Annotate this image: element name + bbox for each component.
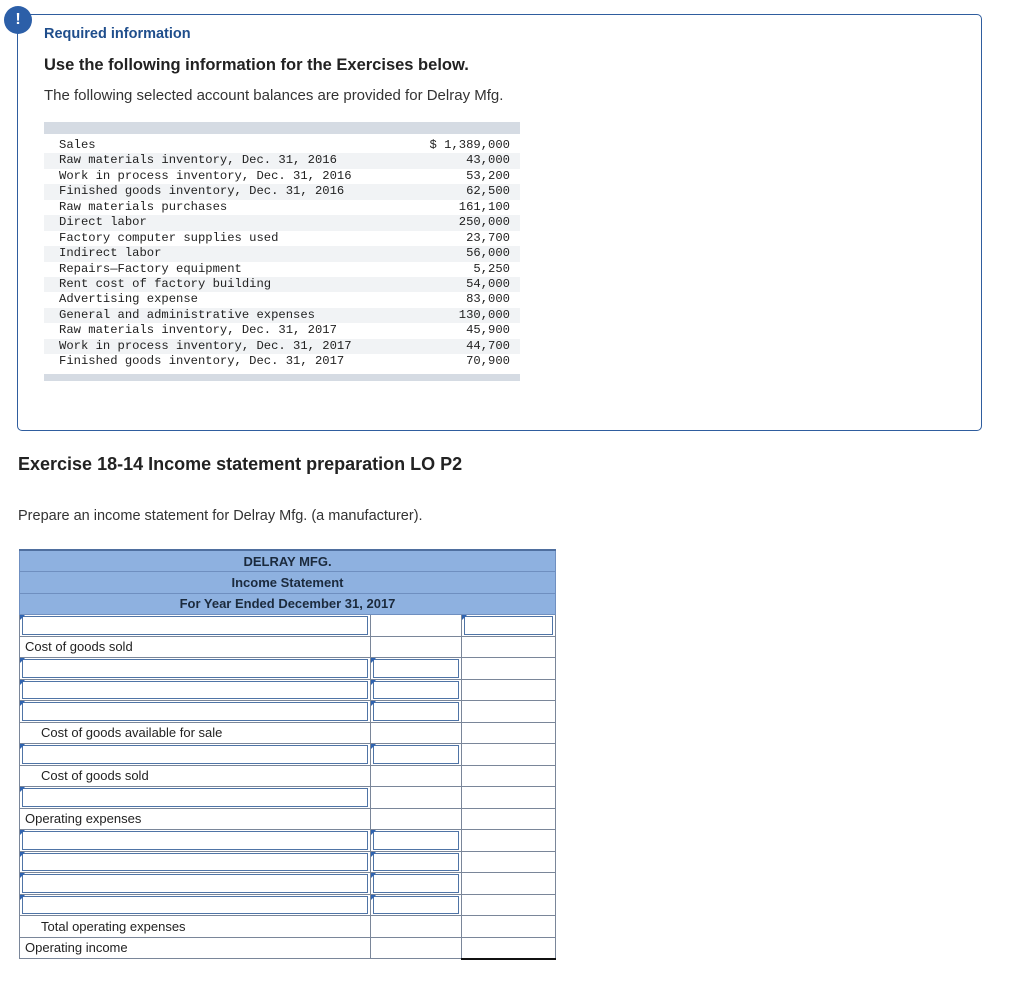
cogs-item-1-amount-input[interactable] bbox=[370, 658, 461, 680]
gross-profit-label-input[interactable] bbox=[20, 787, 371, 809]
sales-row bbox=[20, 615, 556, 637]
account-amount: 83,000 bbox=[466, 292, 510, 307]
total-opex-label: Total operating expenses bbox=[20, 916, 371, 938]
account-amount: 53,200 bbox=[466, 168, 510, 183]
statement-period: For Year Ended December 31, 2017 bbox=[20, 593, 556, 615]
table-row bbox=[20, 658, 556, 680]
opex-item-3-label-input[interactable] bbox=[20, 873, 371, 895]
account-name: Indirect labor bbox=[59, 246, 162, 261]
sales-amount-cell bbox=[370, 615, 461, 637]
account-amount: 161,100 bbox=[458, 199, 510, 214]
account-amount: $ 1,389,000 bbox=[429, 138, 510, 152]
cogs-total-row bbox=[20, 765, 556, 787]
account-name: General and administrative expenses bbox=[59, 307, 315, 322]
account-row bbox=[44, 138, 520, 153]
account-amount: 43,000 bbox=[466, 153, 510, 168]
account-row bbox=[44, 169, 520, 184]
sales-label-input[interactable] bbox=[20, 615, 371, 637]
operating-income-amount bbox=[461, 937, 555, 959]
gross-profit-row bbox=[20, 787, 556, 809]
table-row bbox=[20, 679, 556, 701]
ending-inventory-label-input[interactable] bbox=[20, 744, 371, 766]
account-amount: 250,000 bbox=[458, 215, 510, 230]
available-for-sale-label: Cost of goods available for sale bbox=[20, 722, 371, 744]
account-row bbox=[44, 354, 520, 369]
opex-header-row bbox=[20, 808, 556, 830]
account-name: Raw materials purchases bbox=[59, 199, 228, 214]
table-row bbox=[20, 851, 556, 873]
account-name: Finished goods inventory, Dec. 31, 2016 bbox=[59, 184, 345, 199]
cogs-header-row bbox=[20, 636, 556, 658]
opex-item-2-label-input[interactable] bbox=[20, 851, 371, 873]
cogs-total-label: Cost of goods sold bbox=[20, 765, 371, 787]
ending-inventory-amount-input[interactable] bbox=[370, 744, 461, 766]
opex-item-4-label-input[interactable] bbox=[20, 894, 371, 916]
account-row bbox=[44, 323, 520, 338]
statement-name: Income Statement bbox=[20, 572, 556, 594]
account-name: Raw materials inventory, Dec. 31, 2016 bbox=[59, 153, 337, 168]
exercise-instruction: Prepare an income statement for Delray Mfg. (a manufacturer). bbox=[18, 508, 423, 524]
table-row bbox=[20, 701, 556, 723]
required-info-title: Required information bbox=[44, 26, 191, 42]
account-row bbox=[44, 184, 520, 199]
instructions-heading: Use the following information for the Exercises below. bbox=[44, 56, 469, 74]
account-row bbox=[44, 262, 520, 277]
account-row bbox=[44, 231, 520, 246]
account-name: Finished goods inventory, Dec. 31, 2017 bbox=[59, 354, 345, 369]
total-opex-amount bbox=[461, 916, 555, 938]
account-name: Work in process inventory, Dec. 31, 2017 bbox=[59, 338, 352, 353]
account-amount: 45,900 bbox=[466, 323, 510, 338]
account-row bbox=[44, 308, 520, 323]
table-row bbox=[20, 894, 556, 916]
opex-header-label: Operating expenses bbox=[20, 808, 371, 830]
cogs-item-3-label-input[interactable] bbox=[20, 701, 371, 723]
table-row bbox=[20, 830, 556, 852]
account-row bbox=[44, 277, 520, 292]
cogs-total-amount bbox=[461, 765, 555, 787]
account-amount: 56,000 bbox=[466, 246, 510, 261]
available-for-sale-amount bbox=[370, 722, 461, 744]
available-for-sale-row bbox=[20, 722, 556, 744]
table-row bbox=[20, 744, 556, 766]
account-name: Raw materials inventory, Dec. 31, 2017 bbox=[59, 323, 337, 338]
account-name: Factory computer supplies used bbox=[59, 230, 279, 245]
cogs-item-2-amount-input[interactable] bbox=[370, 679, 461, 701]
account-row bbox=[44, 215, 520, 230]
account-amount: 130,000 bbox=[458, 307, 510, 322]
account-row bbox=[44, 200, 520, 215]
opex-item-4-amount-input[interactable] bbox=[370, 894, 461, 916]
account-name: Direct labor bbox=[59, 215, 147, 230]
account-amount: 44,700 bbox=[466, 338, 510, 353]
account-name: Rent cost of factory building bbox=[59, 276, 272, 291]
statement-company: DELRAY MFG. bbox=[20, 550, 556, 572]
opex-item-3-amount-input[interactable] bbox=[370, 873, 461, 895]
account-amount: 5,250 bbox=[473, 261, 510, 276]
income-statement-table bbox=[19, 549, 556, 960]
account-name: Advertising expense bbox=[59, 292, 198, 307]
cogs-item-1-label-input[interactable] bbox=[20, 658, 371, 680]
account-balances-table bbox=[44, 122, 520, 381]
total-opex-row bbox=[20, 916, 556, 938]
opex-item-2-amount-input[interactable] bbox=[370, 851, 461, 873]
cogs-item-2-label-input[interactable] bbox=[20, 679, 371, 701]
account-name: Sales bbox=[59, 138, 96, 152]
account-name: Repairs—Factory equipment bbox=[59, 261, 242, 276]
sales-total-input[interactable] bbox=[461, 615, 555, 637]
account-amount: 70,900 bbox=[466, 354, 510, 369]
cogs-header-label: Cost of goods sold bbox=[20, 636, 371, 658]
intro-text: The following selected account balances are provided for Delray Mfg. bbox=[44, 87, 504, 104]
operating-income-row bbox=[20, 937, 556, 959]
account-amount: 54,000 bbox=[466, 276, 510, 291]
account-row bbox=[44, 339, 520, 354]
operating-income-label: Operating income bbox=[20, 937, 371, 959]
opex-item-1-label-input[interactable] bbox=[20, 830, 371, 852]
exclamation-icon: ! bbox=[4, 6, 32, 34]
opex-item-1-amount-input[interactable] bbox=[370, 830, 461, 852]
account-row bbox=[44, 292, 520, 307]
table-row bbox=[20, 873, 556, 895]
account-row bbox=[44, 153, 520, 168]
account-amount: 62,500 bbox=[466, 184, 510, 199]
gross-profit-amount bbox=[461, 787, 555, 809]
account-amount: 23,700 bbox=[466, 230, 510, 245]
exercise-title: Exercise 18-14 Income statement preparation LO P2 bbox=[18, 454, 463, 474]
cogs-item-3-amount-input[interactable] bbox=[370, 701, 461, 723]
account-row bbox=[44, 246, 520, 261]
account-name: Work in process inventory, Dec. 31, 2016 bbox=[59, 168, 352, 183]
